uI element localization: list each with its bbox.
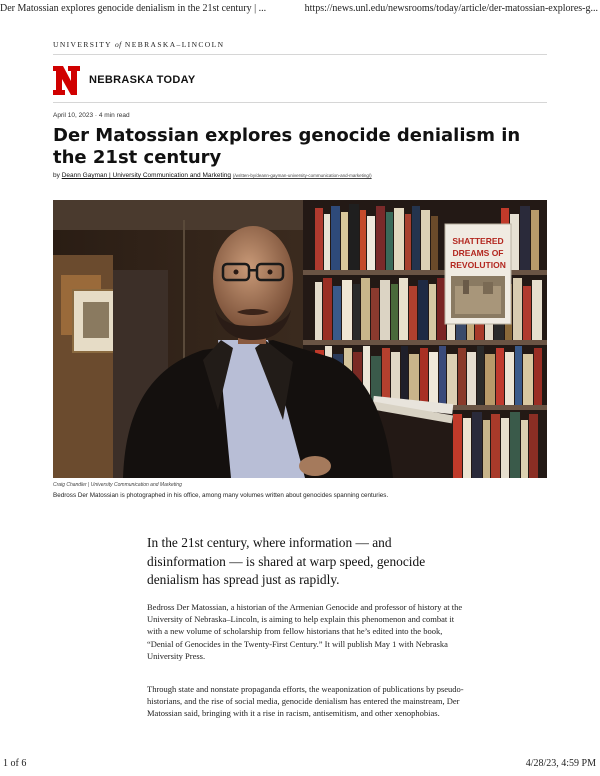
print-datetime: 4/28/23, 4:59 PM (525, 758, 596, 769)
wordmark-of: of (115, 40, 122, 49)
book-cover (445, 224, 511, 324)
header-divider (53, 54, 547, 55)
byline-prefix: by (53, 172, 60, 179)
article-lede: In the 21st century, where information — and disinformation — is shared at warp speed, genocide denialism has spread just as rapidly. (147, 535, 426, 587)
site-name: NEBRASKA TODAY (89, 74, 196, 86)
book-cover-title-1: SHATTERED (452, 236, 504, 246)
brand-divider (53, 102, 547, 103)
office-photo-illustration (53, 200, 547, 478)
article-meta: April 10, 2023 · 4 min read (53, 112, 130, 119)
author-url[interactable]: (/written-by/deann-gayman-university-communication-and-marketing/) (232, 173, 372, 178)
article-paragraph-1: Bedross Der Matossian, a historian of the Armenian Genocide and professor of history at the University of Nebraska–Lincoln, is aiming to help explain this phenomenon and combat it with a new volume of scholarship from fellow historians that he’s edited into the book, “Denial of Genocides in the Twenty-First Century.” It will publish May 1 with Nebraska University Press. (147, 602, 463, 661)
article-photo (53, 200, 547, 478)
photo-credit: Craig Chandler | University Communication and Marketing (53, 482, 182, 488)
print-header (0, 3, 600, 17)
nebraska-n-logo-icon (53, 66, 80, 95)
author-link[interactable]: Deann Gayman | University Communication and Marketing (61, 172, 232, 179)
university-wordmark[interactable] (53, 40, 224, 49)
print-footer (0, 758, 600, 770)
article-byline (53, 172, 372, 179)
article-paragraph-2: Through state and nonstate propaganda efforts, the weaponization of publications by pseudo-historians, and the rise of social media, genocide denialism has entered the mainstream, Der Matossian said, bringing with it a rise in racism, antisemitism, and other xenophobias. (147, 684, 464, 719)
book-cover-title-2: DREAMS OF (452, 248, 504, 258)
site-brand[interactable] (53, 65, 195, 95)
print-page-number: 1 of 6 (3, 758, 27, 769)
book-cover-title-3: REVOLUTION (450, 260, 506, 270)
photo-caption: Bedross Der Matossian is photographed in his office, among many volumes written about genocides spanning centuries. (53, 492, 389, 499)
print-page-title: Der Matossian explores genocide denialism in the 21st century | ... (0, 3, 267, 14)
wordmark-nebraska-lincoln: NEBRASKA–LINCOLN (124, 40, 225, 49)
wordmark-university: UNIVERSITY (53, 40, 112, 49)
article-headline: Der Matossian explores genocide denialism in the 21st century (53, 125, 521, 168)
print-page-url[interactable]: https://news.unl.edu/newsrooms/today/article/der-matossian-explores-g... (304, 3, 598, 14)
